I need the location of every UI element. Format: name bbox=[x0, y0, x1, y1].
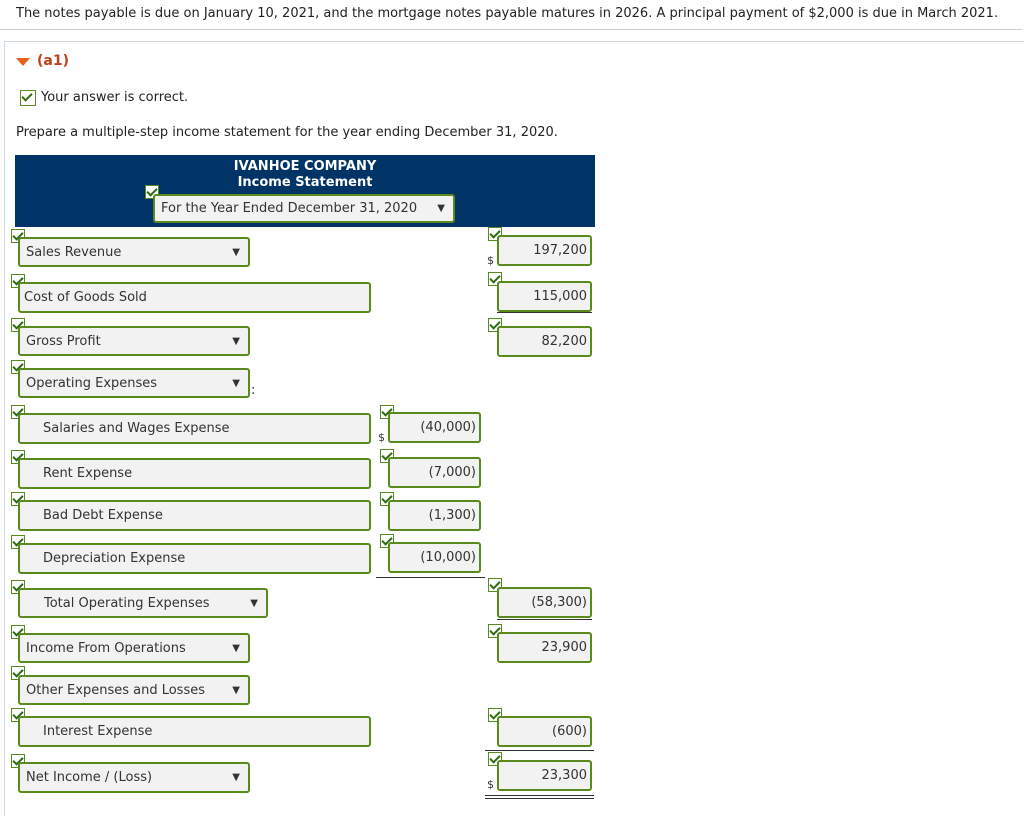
chevron-down-icon: ▼ bbox=[232, 684, 240, 696]
currency-symbol: $ bbox=[378, 431, 385, 444]
chevron-down-icon: ▼ bbox=[232, 772, 240, 783]
operating-expenses-label: Operating Expenses bbox=[26, 375, 158, 391]
net-income-select[interactable] bbox=[18, 762, 250, 793]
underline bbox=[497, 619, 592, 620]
total-opex-amount[interactable]: (58,300) bbox=[497, 587, 592, 618]
salaries-amount[interactable]: (40,000) bbox=[388, 412, 481, 443]
net-income-amount[interactable]: 23,300 bbox=[497, 760, 592, 791]
other-expenses-label: Other Expenses and Losses bbox=[26, 682, 205, 698]
salaries-field[interactable]: Salaries and Wages Expense bbox=[18, 413, 371, 444]
total-opex-label: Total Operating Expenses bbox=[44, 595, 210, 611]
period-select[interactable] bbox=[153, 194, 455, 223]
company-name: IVANHOE COMPANY bbox=[233, 159, 377, 174]
currency-symbol: $ bbox=[487, 778, 494, 791]
underline bbox=[497, 312, 592, 313]
chevron-down-icon: ▼ bbox=[232, 335, 240, 347]
instructions: Prepare a multiple-step income statement for the year ending December 31, 2020. bbox=[16, 125, 558, 140]
problem-note: The notes payable is due on January 10, 2021, and the mortgage notes payable matures in 2026. A principal payment of $2,000 is due in March 2021. bbox=[0, 0, 1022, 30]
correct-check-icon bbox=[20, 90, 36, 106]
total-opex-select[interactable] bbox=[18, 588, 268, 618]
interest-field[interactable]: Interest Expense bbox=[18, 716, 371, 747]
colon: : bbox=[251, 383, 256, 398]
collapse-icon[interactable] bbox=[16, 58, 30, 66]
other-expenses-select[interactable] bbox=[18, 675, 250, 705]
double-underline-bottom bbox=[485, 798, 594, 799]
bad-debt-field[interactable]: Bad Debt Expense bbox=[18, 500, 371, 531]
chevron-down-icon: ▼ bbox=[250, 597, 258, 609]
gross-profit-amount[interactable]: 82,200 bbox=[497, 326, 592, 357]
sales-revenue-label: Sales Revenue bbox=[26, 244, 122, 260]
depreciation-field[interactable]: Depreciation Expense bbox=[18, 543, 371, 574]
chevron-down-icon: ▼ bbox=[437, 203, 445, 214]
statement-title: Income Statement bbox=[237, 175, 373, 190]
part-label[interactable]: (a1) bbox=[37, 53, 69, 69]
chevron-down-icon: ▼ bbox=[232, 246, 240, 258]
underline bbox=[485, 750, 594, 751]
operating-expenses-select[interactable] bbox=[18, 368, 250, 398]
interest-amount[interactable]: (600) bbox=[497, 716, 592, 747]
cogs-field[interactable]: Cost of Goods Sold bbox=[18, 282, 371, 313]
gross-profit-select[interactable] bbox=[18, 326, 250, 356]
underline bbox=[376, 577, 485, 578]
chevron-down-icon: ▼ bbox=[232, 642, 240, 654]
income-ops-label: Income From Operations bbox=[26, 640, 186, 656]
net-income-label: Net Income / (Loss) bbox=[26, 770, 153, 785]
period-value: For the Year Ended December 31, 2020 bbox=[161, 201, 418, 216]
rent-amount[interactable]: (7,000) bbox=[388, 457, 481, 488]
double-underline-top bbox=[485, 795, 594, 796]
feedback-text: Your answer is correct. bbox=[41, 90, 189, 105]
currency-symbol: $ bbox=[487, 254, 494, 267]
sales-revenue-select[interactable] bbox=[18, 237, 250, 267]
rent-field[interactable]: Rent Expense bbox=[18, 458, 371, 489]
cogs-amount[interactable]: 115,000 bbox=[497, 281, 592, 312]
income-ops-amount[interactable]: 23,900 bbox=[497, 632, 592, 663]
sales-revenue-amount[interactable]: 197,200 bbox=[497, 235, 592, 266]
income-ops-select[interactable] bbox=[18, 633, 250, 663]
depreciation-amount[interactable]: (10,000) bbox=[388, 542, 481, 573]
gross-profit-label: Gross Profit bbox=[26, 333, 101, 349]
chevron-down-icon: ▼ bbox=[232, 377, 240, 389]
bad-debt-amount[interactable]: (1,300) bbox=[388, 500, 481, 531]
